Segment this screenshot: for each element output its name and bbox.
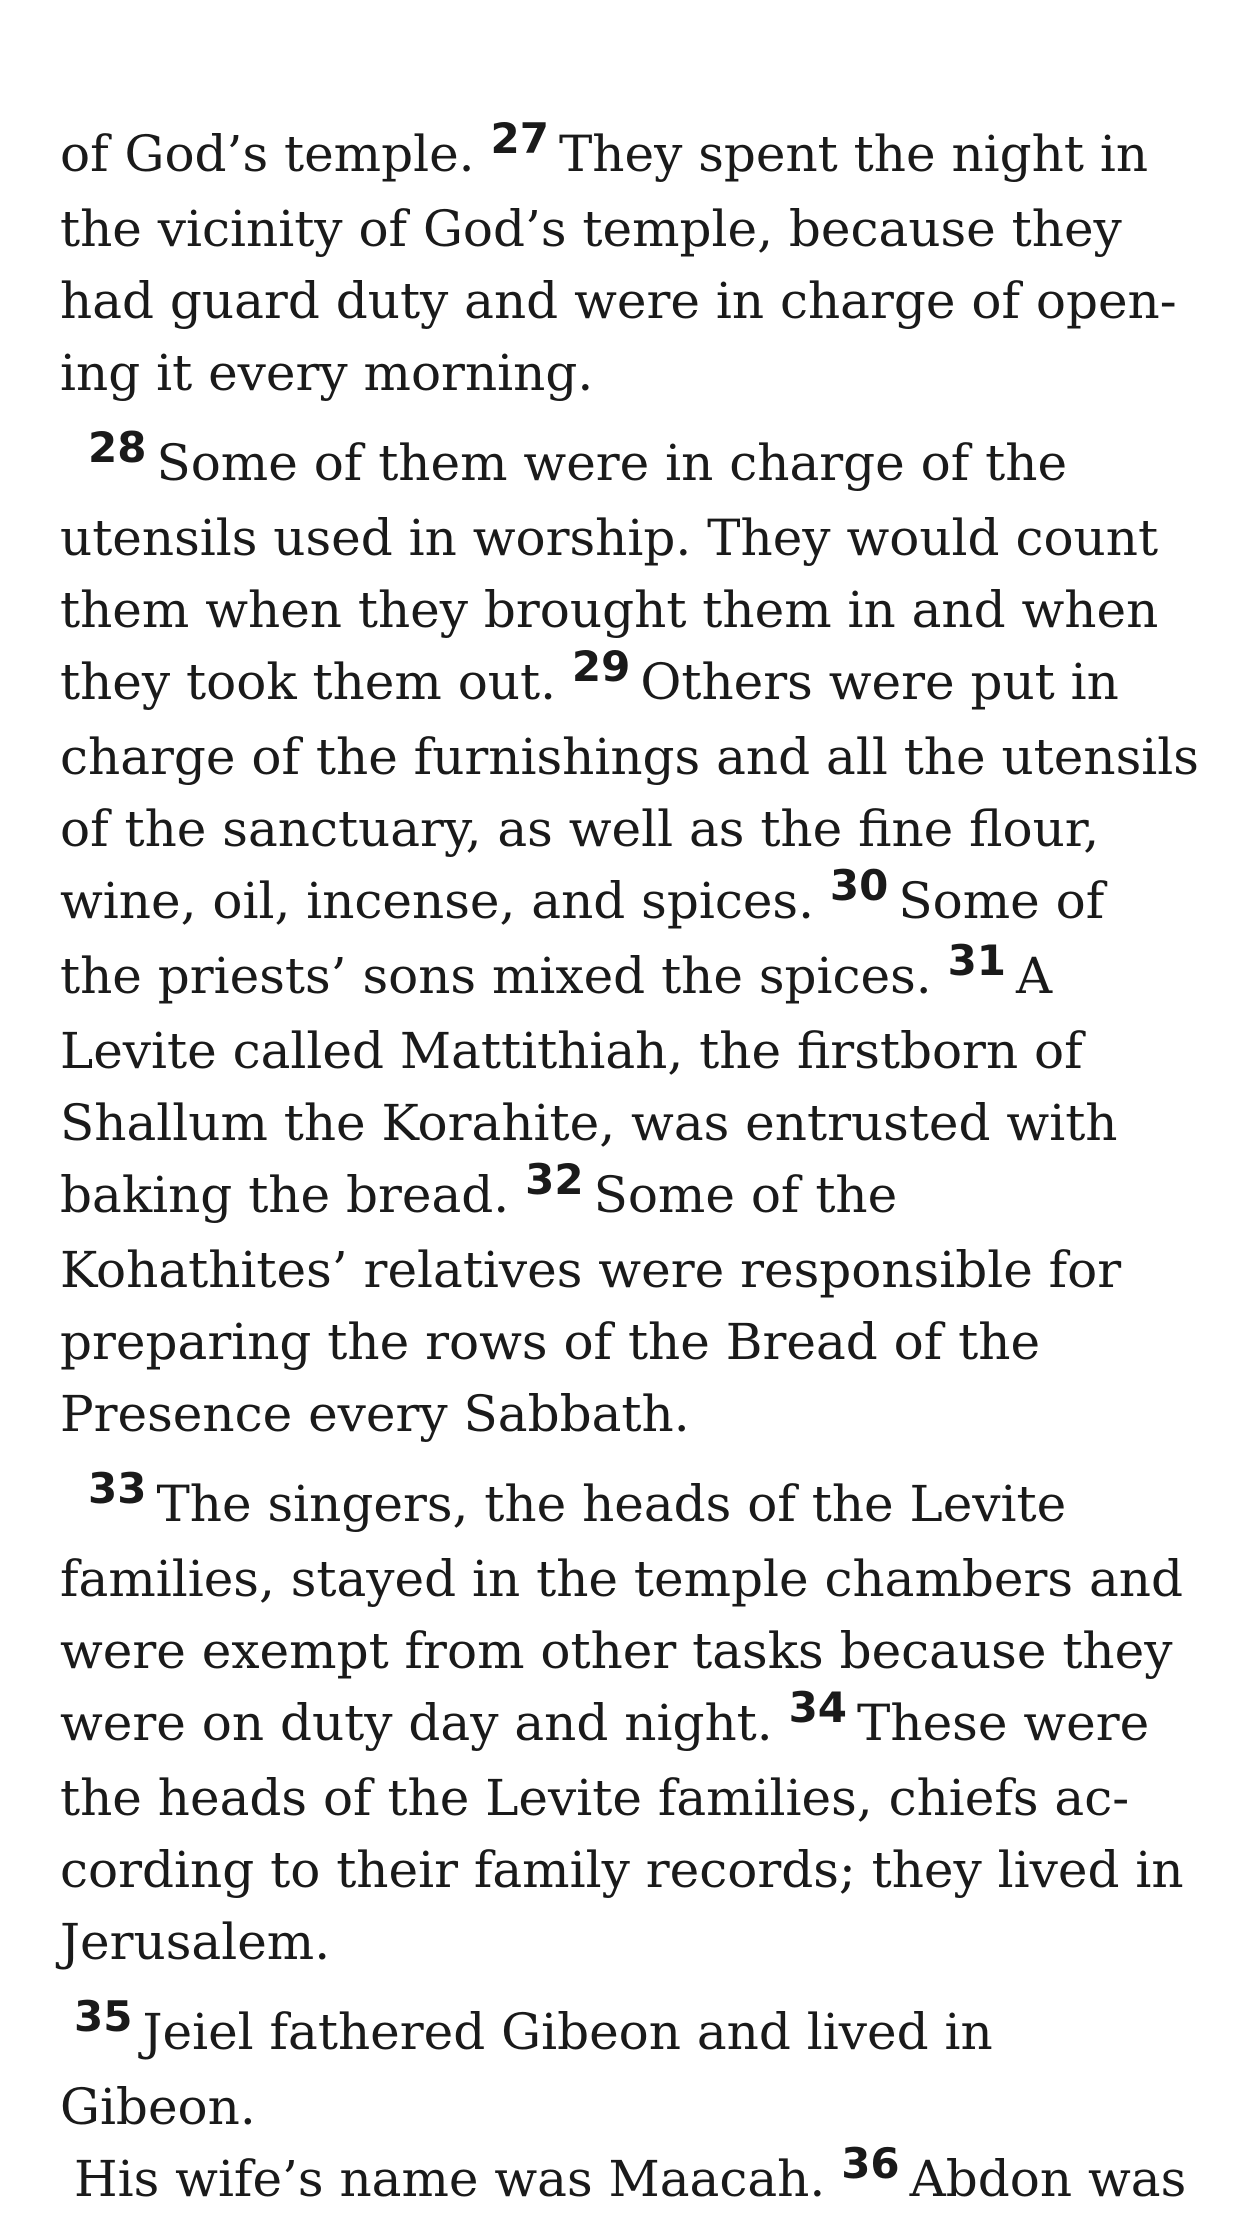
passage-text: His wife’s name was Maacah. <box>74 2150 826 2208</box>
verse-number-27: 27 <box>490 114 549 163</box>
passage-text: Some of them were in charge of the utensils used in worship. They would count them when they brought them in and when they took them out. <box>60 434 1159 711</box>
passage-text: The singers, the heads of the Levite families, stayed in the temple chambers and were exempt from other tasks because they were on duty day and night. <box>60 1475 1183 1752</box>
passage-text: A Levite called Mattithiah, the firstborn of Shallum the Korahite, was entrusted with baking the bread. <box>60 947 1118 1224</box>
paragraph-4 <box>60 1992 1200 2218</box>
passage-text: Jeiel fathered Gibeon and lived in Gibeon. <box>60 2003 993 2136</box>
verse-number-34: 34 <box>788 1683 848 1732</box>
passage-text: Some of the Kohathites’ relatives were responsible for preparing the rows of the Bread of the Presence every Sabbath. <box>60 1166 1122 1443</box>
verse-number-36: 36 <box>841 2139 900 2188</box>
reading-pane[interactable] <box>60 114 1200 2218</box>
verse-number-31: 31 <box>947 936 1007 985</box>
verse-number-35: 35 <box>74 1992 133 2041</box>
verse-number-28: 28 <box>88 423 147 472</box>
passage-text: Others were put in charge of the furnishings and all the utensils of the sanctuary, as well as the fine flour, wine, oil, incense, and spices. <box>60 653 1199 930</box>
passage-text: Abdon was <box>909 2150 1187 2208</box>
verse-number-33: 33 <box>88 1464 147 1513</box>
passage-text: of God’s temple. <box>60 125 475 183</box>
verse-number-29: 29 <box>571 642 631 691</box>
verse-number-32: 32 <box>525 1155 584 1204</box>
paragraph-2 <box>60 423 1200 1450</box>
passage-text: These were the heads of the Levite families, chiefs ac-cording to their family records; they lived in Jerusalem. <box>60 1694 1184 1971</box>
paragraph-3 <box>60 1464 1200 1978</box>
verse-number-30: 30 <box>829 861 889 910</box>
paragraph-1 <box>60 114 1200 409</box>
passage-text: They spent the night in the vicinity of God’s temple, because they had guard duty and were in charge of open-ing it every morning. <box>60 125 1177 402</box>
passage-text: Some of the priests’ sons mixed the spices. <box>60 872 1105 1005</box>
